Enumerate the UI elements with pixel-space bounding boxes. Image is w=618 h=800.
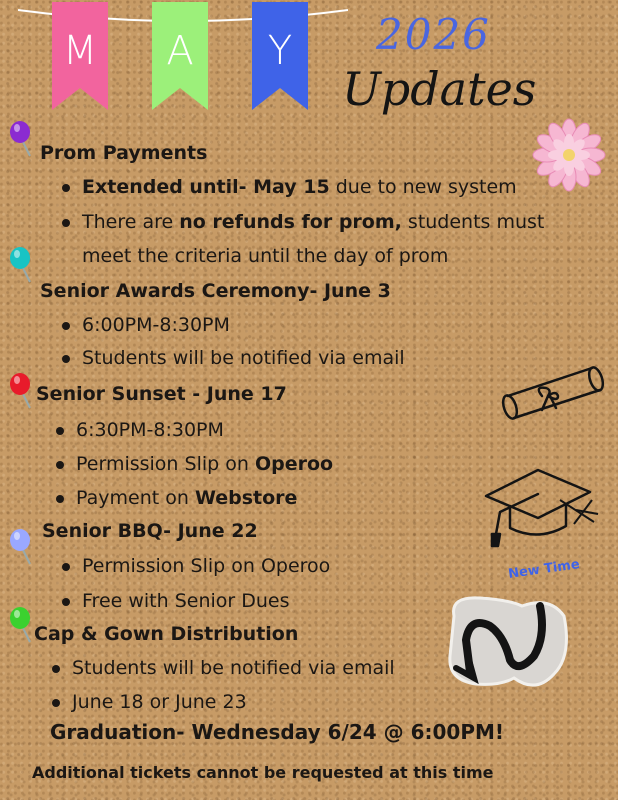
- list-item: Permission Slip on Operoo: [56, 453, 333, 475]
- flag-m: [48, 2, 112, 114]
- section-heading-cap-gown: Cap & Gown Distribution: [34, 623, 299, 645]
- bullet-dot: [62, 563, 70, 571]
- push-pin-icon: [6, 526, 40, 566]
- list-item: Permission Slip on Operoo: [62, 555, 330, 577]
- section-heading-prom-payments: Prom Payments: [40, 142, 208, 164]
- list-item: Students will be notified via email: [52, 657, 395, 679]
- bullet-dot: [62, 184, 70, 192]
- bullet-dot: [62, 355, 70, 363]
- bullet-dot: [62, 322, 70, 330]
- list-item: 6:00PM-8:30PM: [62, 314, 230, 336]
- section-heading-senior-bbq: Senior BBQ- June 22: [42, 520, 258, 542]
- diploma-scroll-icon: [496, 362, 608, 424]
- year-title: 2026: [376, 10, 491, 59]
- push-pin-icon: [6, 370, 40, 410]
- flag-letter-m: M: [62, 28, 98, 74]
- list-item: Students will be notified via email: [62, 347, 405, 369]
- flag-letter-a: A: [166, 28, 194, 74]
- list-item-continuation: meet the criteria until the day of prom: [82, 245, 449, 267]
- new-time-arrow-sticker: [440, 576, 580, 696]
- section-heading-senior-awards: Senior Awards Ceremony- June 3: [40, 280, 391, 302]
- bullet-dot: [62, 598, 70, 606]
- graduation-cap-icon: [482, 460, 602, 550]
- bullet-dot: [56, 495, 64, 503]
- new-time-label: New Time: [507, 557, 581, 582]
- updates-title: Updates: [342, 62, 537, 116]
- push-pin-icon: [6, 118, 40, 158]
- list-item: Free with Senior Dues: [62, 590, 290, 612]
- flag-letter-y: Y: [267, 28, 293, 74]
- list-item: June 18 or June 23: [52, 691, 247, 713]
- bullet-dot: [62, 219, 70, 227]
- list-item: Extended until- May 15 due to new system: [62, 176, 517, 198]
- section-heading-senior-sunset: Senior Sunset - June 17: [36, 383, 287, 405]
- bullet-dot: [52, 665, 60, 673]
- bullet-dot: [56, 461, 64, 469]
- bullet-dot: [56, 427, 64, 435]
- bullet-dot: [52, 699, 60, 707]
- list-item: 6:30PM-8:30PM: [56, 419, 224, 441]
- push-pin-icon: [6, 244, 40, 284]
- flag-y: [248, 2, 312, 114]
- list-item: Payment on Webstore: [56, 487, 297, 509]
- flag-a: [148, 2, 212, 114]
- list-item: There are no refunds for prom, students must: [62, 211, 544, 233]
- dahlia-flower-icon: [532, 118, 606, 192]
- graduation-announcement: Graduation- Wednesday 6/24 @ 6:00PM!: [50, 720, 505, 744]
- footer-note: Additional tickets cannot be requested at this time: [32, 763, 494, 782]
